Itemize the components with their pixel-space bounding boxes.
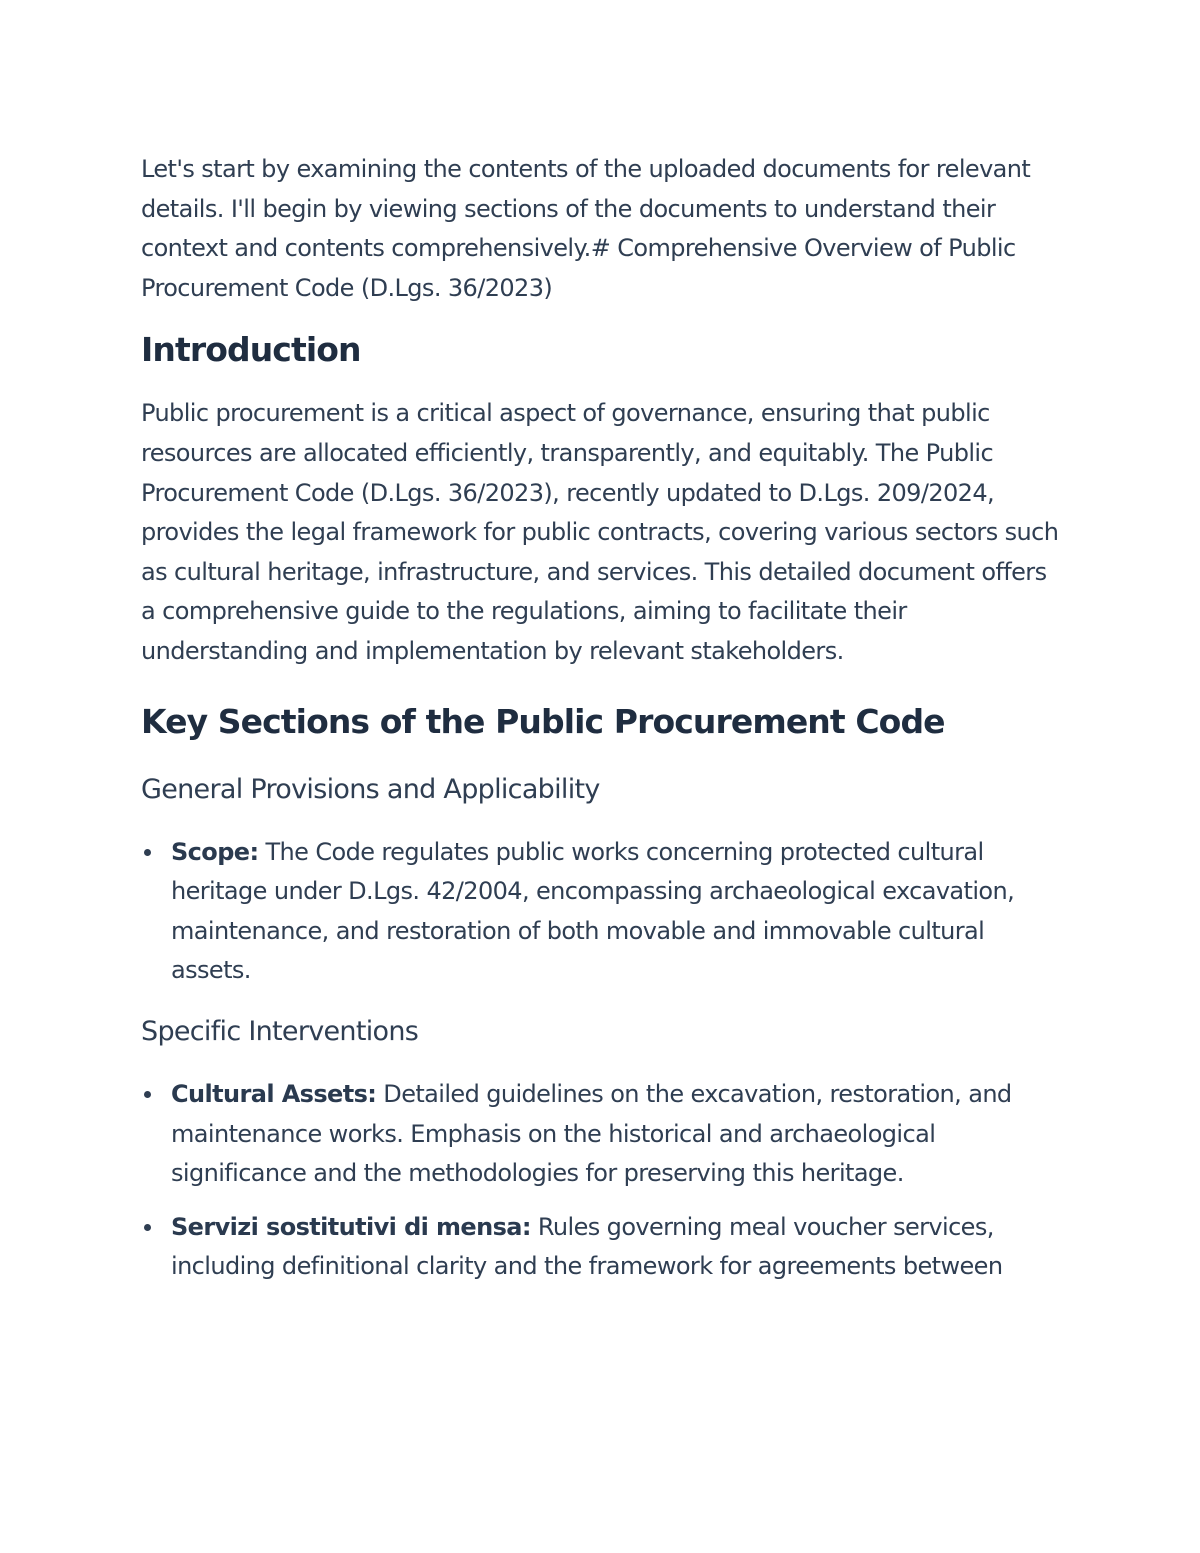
list-item [141,1208,1066,1287]
document-page [141,150,1066,1301]
key-sections-heading: Key Sections of the Public Procurement Code [141,701,945,741]
specific-interventions-heading: Specific Interventions [141,1015,419,1047]
list-item-term: Servizi sostitutivi di mensa: [171,1212,531,1241]
introduction-body: Public procurement is a critical aspect of governance, ensuring that public resources are allocated efficiently, transparently, and equitably. The Public Procurement Code (D.Lgs. 36/2023), recently updated to D.Lgs. 209/2024, provides the legal framework for public contracts, covering various sectors such as cultural heritage, infrastructure, and services. This detailed document offers a comprehensive guide to the regulations, aiming to facilitate their understanding and implementation by relevant stakeholders. [141,399,1059,665]
bullet-icon [144,849,151,856]
list-item-term: Cultural Assets: [171,1079,377,1108]
specific-interventions-list [141,1075,1066,1287]
list-item-text: The Code regulates public works concerning protected cultural heritage under D.Lgs. 42/2004, encompassing archaeological excavation, maintenance, and restoration of both movable and immovable cultural assets. [171,837,1015,985]
intro-paragraph: Let's start by examining the contents of the uploaded documents for relevant details. I'll begin by viewing sections of the documents to understand their context and contents comprehensively.# Comprehensive Overview of Public Procurement Code (D.Lgs. 36/2023) [141,155,1031,302]
general-provisions-heading: General Provisions and Applicability [141,773,600,805]
general-provisions-list [141,833,1066,991]
list-item [141,833,1066,991]
bullet-icon [144,1091,151,1098]
list-item [141,1075,1066,1194]
introduction-heading: Introduction [141,330,361,370]
list-item-text: Rules governing meal voucher services, including definitional clarity and the framework for agreements between [171,1212,1003,1281]
list-item-text: Detailed guidelines on the excavation, restoration, and maintenance works. Emphasis on the historical and archaeological significance and the methodologies for preserving this heritage. [171,1079,1012,1188]
bullet-icon [144,1224,151,1231]
list-item-term: Scope: [171,837,259,866]
